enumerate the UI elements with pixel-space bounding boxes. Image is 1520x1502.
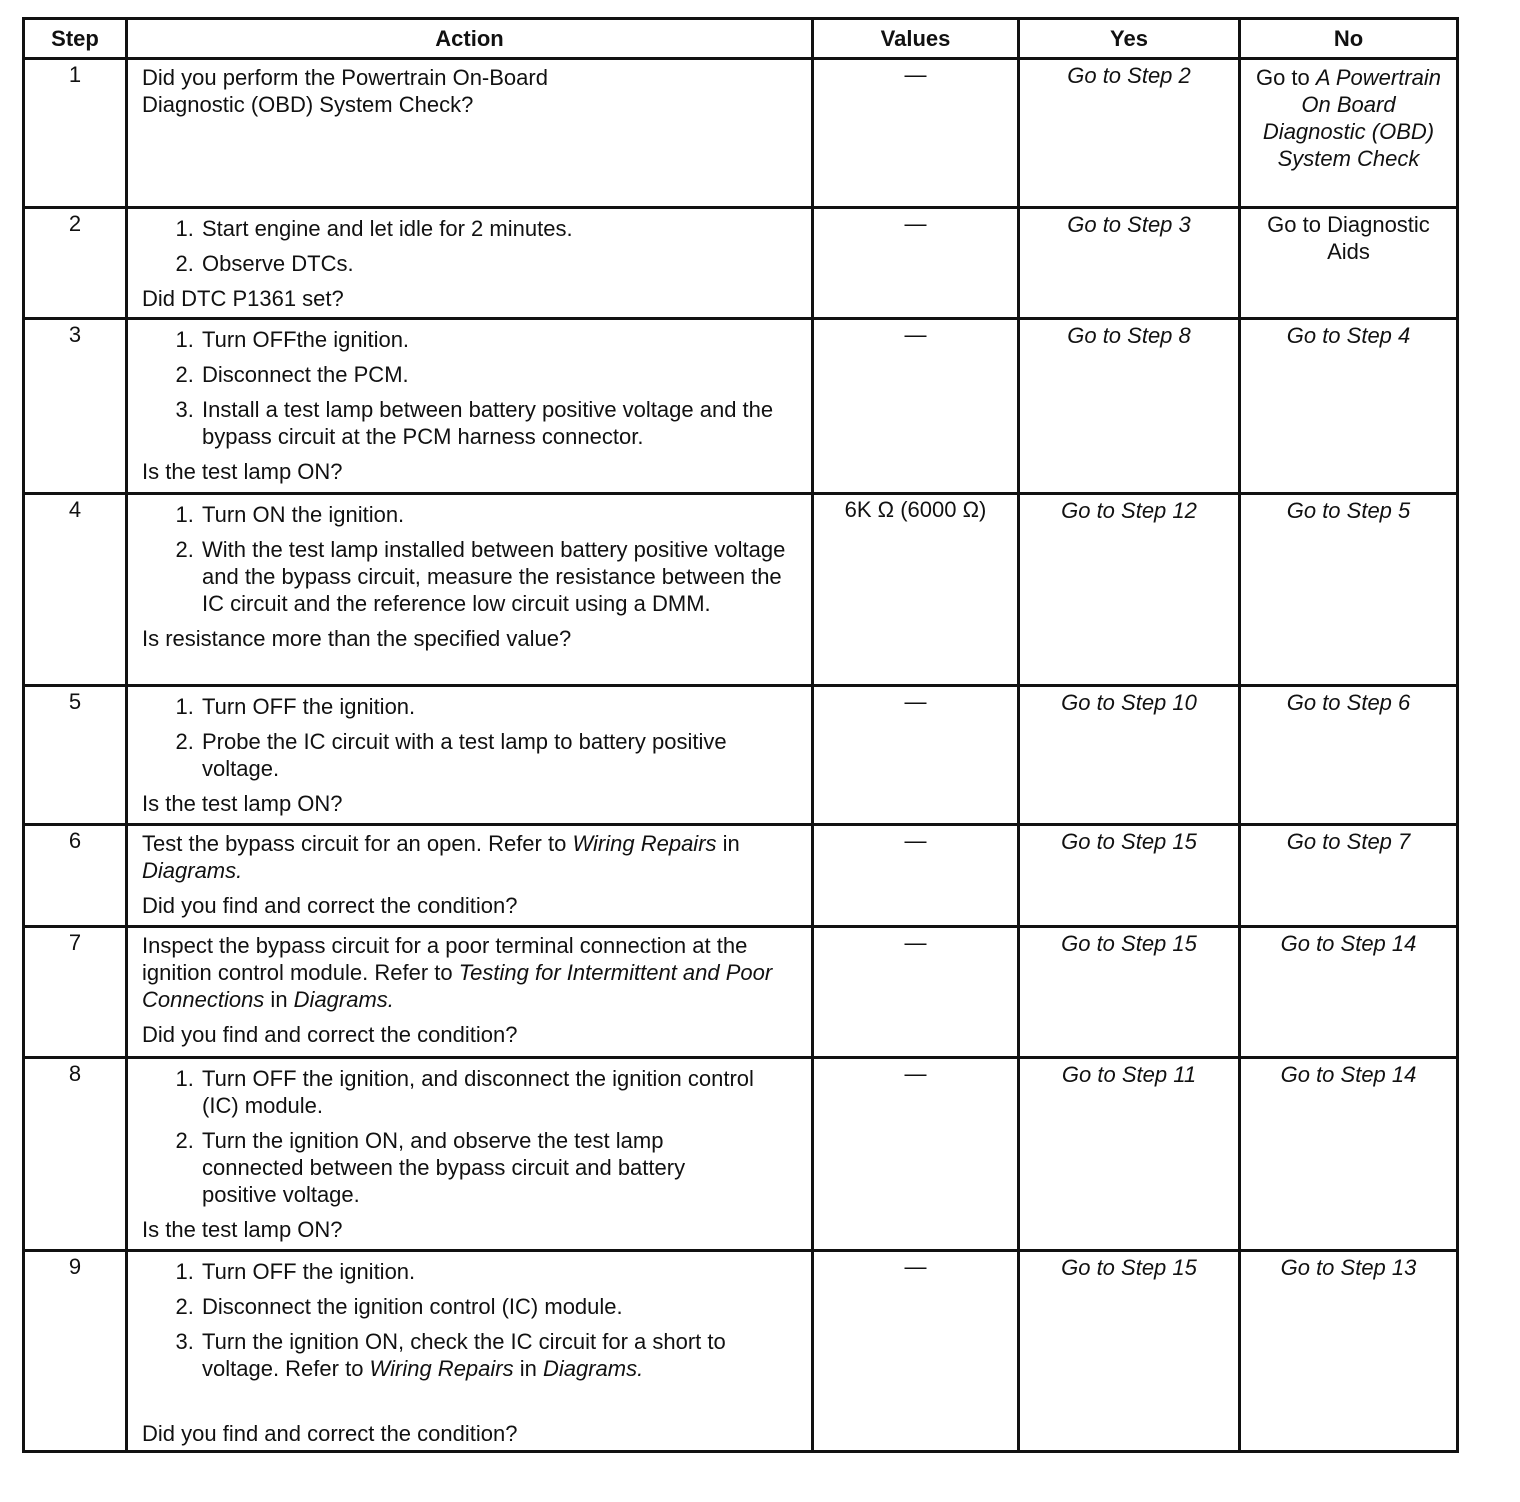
header-no: No [1240, 19, 1458, 59]
action-step: 1. Turn OFF the ignition, and disconnect the ignition control (IC) module. [200, 1065, 763, 1119]
action-steps [142, 693, 803, 782]
action-text-part: Inspect the bypass circuit for a poor terminal connection at the ignition control module. Refer to [142, 933, 748, 985]
no-link[interactable]: Go to Step 14 [1240, 927, 1458, 1058]
action-cell [127, 1251, 813, 1452]
no-link[interactable]: Go to Step 13 [1240, 1251, 1458, 1452]
table-row [24, 927, 1458, 1058]
action-step: 3. Install a test lamp between battery positive voltage and the bypass circuit at the PCM harness connector. [200, 396, 803, 450]
action-step: 2. Disconnect the PCM. [200, 361, 803, 388]
yes-link[interactable]: Go to Step 12 [1019, 494, 1240, 686]
action-content [142, 1258, 803, 1447]
action-text-part: in [513, 1356, 543, 1381]
action-steps [142, 501, 803, 617]
step-number: 5 [24, 686, 127, 825]
yes-link[interactable]: Go to Step 15 [1019, 1251, 1240, 1452]
value-cell: — [813, 1058, 1019, 1251]
table-row [24, 1058, 1458, 1251]
yes-link[interactable]: Go to Step 11 [1019, 1058, 1240, 1251]
action-question: Is the test lamp ON? [142, 459, 343, 484]
yes-link[interactable]: Go to Step 2 [1019, 59, 1240, 208]
value-cell: — [813, 59, 1019, 208]
action-cell [127, 686, 813, 825]
action-step: 2. With the test lamp installed between battery positive voltage and the bypass circuit, measure the resistance between the IC circuit and the reference low circuit using a DMM. [200, 536, 803, 617]
no-link[interactable]: Go to Step 6 [1240, 686, 1458, 825]
step-number: 6 [24, 825, 127, 927]
diagrams-reference: Diagrams. [542, 1356, 644, 1381]
table-row [24, 494, 1458, 686]
action-step: 2. Probe the IC circuit with a test lamp to battery positive voltage. [200, 728, 803, 782]
value-cell: — [813, 208, 1019, 319]
action-cell [127, 825, 813, 927]
action-steps [142, 1258, 803, 1382]
table-row [24, 825, 1458, 927]
action-text-part: Turn the ignition ON, check the IC circuit for a short to voltage. Refer to [202, 1329, 726, 1381]
action-question: Did you find and correct the condition? [142, 1022, 518, 1047]
action-text [142, 830, 803, 884]
action-question: Did you perform the Powertrain On-Board Diagnostic (OBD) System Check? [142, 65, 548, 117]
action-question: Is the test lamp ON? [142, 1217, 343, 1242]
action-step [200, 1328, 803, 1382]
yes-link[interactable]: Go to Step 3 [1019, 208, 1240, 319]
no-link[interactable]: Go to Step 5 [1240, 494, 1458, 686]
action-text-part: in [716, 831, 740, 856]
table-row [24, 686, 1458, 825]
no-link[interactable]: Go to Diagnostic Aids [1240, 208, 1458, 319]
action-step: 1. Turn OFF the ignition. [200, 693, 803, 720]
table-row [24, 319, 1458, 494]
action-cell [127, 59, 813, 208]
action-steps [142, 215, 803, 277]
action-text [142, 932, 803, 1013]
header-step: Step [24, 19, 127, 59]
yes-link[interactable]: Go to Step 15 [1019, 927, 1240, 1058]
step-number: 1 [24, 59, 127, 208]
no-link-prefix: Go to [1255, 65, 1316, 90]
action-question: Did you find and correct the condition? [142, 893, 518, 918]
header-action: Action [127, 19, 813, 59]
action-step: 1. Turn OFF the ignition. [200, 1258, 803, 1285]
action-text-part: Test the bypass circuit for an open. Refer to [142, 831, 573, 856]
value-cell: — [813, 319, 1019, 494]
step-number: 4 [24, 494, 127, 686]
action-text-part: in [264, 987, 294, 1012]
wiring-repairs-reference: Wiring Repairs [369, 1356, 514, 1381]
yes-link[interactable]: Go to Step 10 [1019, 686, 1240, 825]
header-row [24, 19, 1458, 59]
value-cell: — [813, 927, 1019, 1058]
header-values: Values [813, 19, 1019, 59]
action-question: Is resistance more than the specified value? [142, 626, 572, 651]
diagnostic-table [22, 17, 1459, 1453]
action-step: 1. Turn ON the ignition. [200, 501, 803, 528]
action-step: 2. Observe DTCs. [200, 250, 803, 277]
action-cell [127, 494, 813, 686]
action-cell [127, 319, 813, 494]
header-yes: Yes [1019, 19, 1240, 59]
step-number: 9 [24, 1251, 127, 1452]
action-steps [142, 326, 803, 450]
action-question: Did DTC P1361 set? [142, 286, 344, 311]
action-question: Did you find and correct the condition? [142, 1421, 518, 1446]
no-link[interactable]: Go to Step 7 [1240, 825, 1458, 927]
action-cell [127, 927, 813, 1058]
step-number: 3 [24, 319, 127, 494]
table-row [24, 208, 1458, 319]
table-row [24, 59, 1458, 208]
action-question: Is the test lamp ON? [142, 791, 343, 816]
wiring-repairs-reference: Wiring Repairs [572, 831, 717, 856]
step-number: 7 [24, 927, 127, 1058]
action-step: 1. Turn OFFthe ignition. [200, 326, 803, 353]
action-cell [127, 208, 813, 319]
no-link[interactable]: Go to Step 14 [1240, 1058, 1458, 1251]
value-cell: — [813, 686, 1019, 825]
step-number: 2 [24, 208, 127, 319]
no-link[interactable] [1240, 59, 1458, 208]
no-link[interactable]: Go to Step 4 [1240, 319, 1458, 494]
value-cell: — [813, 1251, 1019, 1452]
action-step: 2. Turn the ignition ON, and observe the test lamp connected between the bypass circuit and battery positive voltage. [200, 1127, 763, 1208]
yes-link[interactable]: Go to Step 15 [1019, 825, 1240, 927]
action-step: 1. Start engine and let idle for 2 minutes. [200, 215, 803, 242]
action-cell [127, 1058, 813, 1251]
value-cell: 6K Ω (6000 Ω) [813, 494, 1019, 686]
no-link-target: A Powertrain On Board Diagnostic (OBD) System Check [1262, 65, 1442, 171]
step-number: 8 [24, 1058, 127, 1251]
diagrams-reference: Diagrams. [142, 858, 243, 883]
action-steps [142, 1065, 803, 1208]
value-cell: — [813, 825, 1019, 927]
diagrams-reference: Diagrams. [293, 987, 394, 1012]
table-row [24, 1251, 1458, 1452]
yes-link[interactable]: Go to Step 8 [1019, 319, 1240, 494]
testing-connections-reference: Testing for Intermittent and Poor Connections [142, 960, 773, 1012]
action-step: 2. Disconnect the ignition control (IC) module. [200, 1293, 803, 1320]
